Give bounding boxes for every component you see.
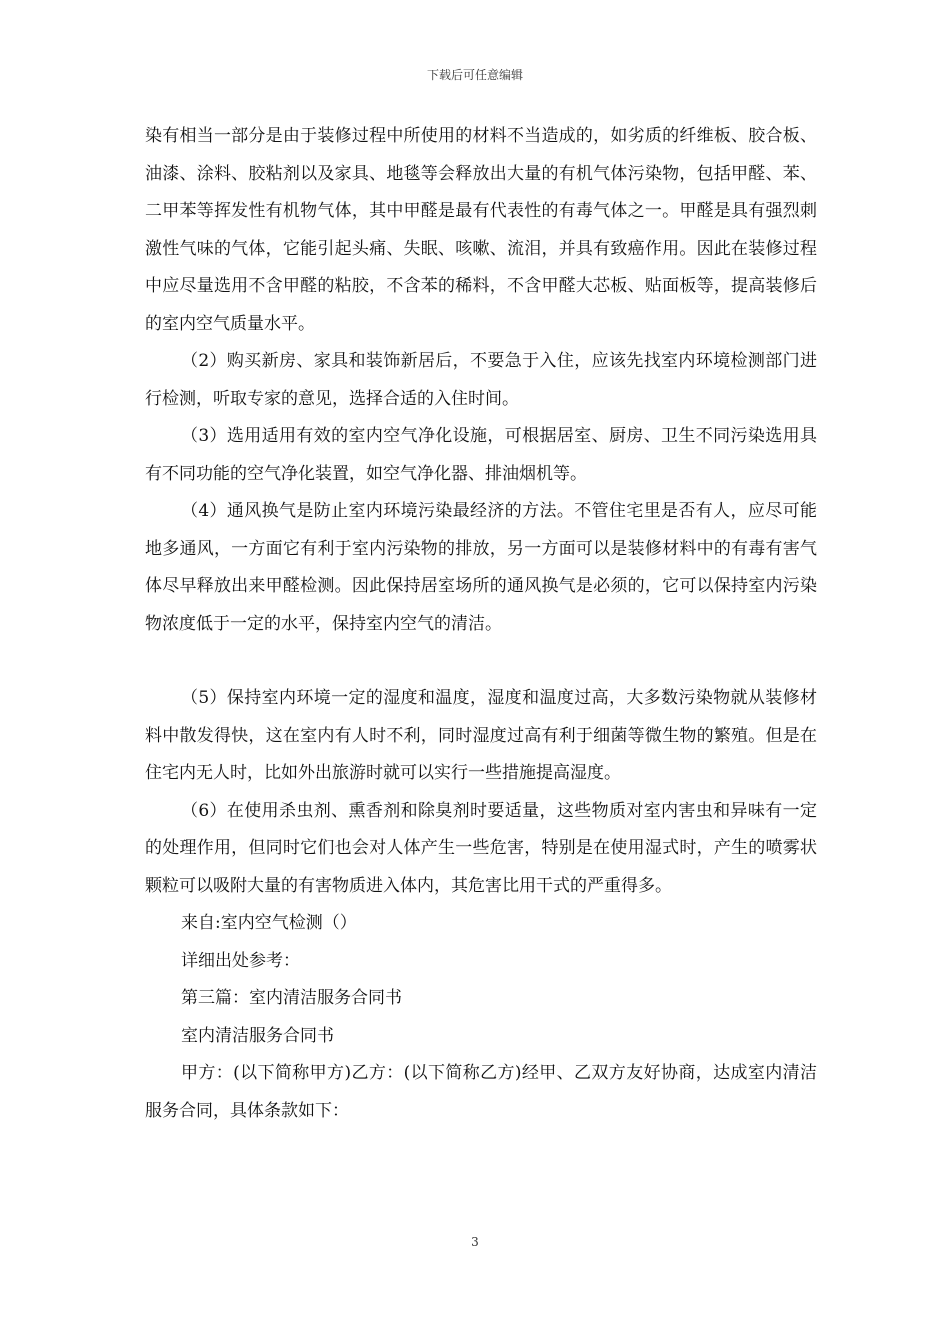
paragraph-continuation: 染有相当一部分是由于装修过程中所使用的材料不当造成的，如劣质的纤维板、胶合板、油漆、涂料、胶粘剂以及家具、地毯等会释放出大量的有机气体污染物，包括甲醛、苯、二甲苯等挥发性有机物气体，其中甲醛是最有代表性的有毒气体之一。甲醛是具有强烈刺激性气味的气体，它能引起头痛、失眠、咳嗽、流泪，并具有致癌作用。因此在装修过程中应尽量选用不含甲醛的粘胶，不含苯的稀料，不含甲醛大芯板、贴面板等，提高装修后的室内空气质量水平。 [145, 126, 817, 334]
page-number: 3 [471, 1235, 479, 1249]
contract-intro: 甲方：(以下简称甲方)乙方：(以下简称乙方)经甲、乙双方友好协商，达成室内清洁服务合同，具体条款如下： [145, 1063, 817, 1121]
paragraph-item-6: （6）在使用杀虫剂、熏香剂和除臭剂时要适量，这些物质对室内害虫和异味有一定的处理作用，但同时它们也会对人体产生一些危害，特别是在使用湿式时，产生的喷雾状颗粒可以吸附大量的有害物质进入体内，其危害比用干式的严重得多。 [145, 800, 817, 896]
contract-title: 室内清洁服务合同书 [181, 1025, 334, 1046]
paragraph-item-3: （3）选用适用有效的室内空气净化设施，可根据居室、厨房、卫生不同污染选用具有不同功能的空气净化装置，如空气净化器、排油烟机等。 [145, 426, 817, 484]
reference-line: 详细出处参考： [181, 950, 300, 971]
document-body [145, 118, 817, 1130]
paragraph-item-4: （4）通风换气是防止室内环境污染最经济的方法。不管住宅里是否有人，应尽可能地多通风，一方面它有利于室内污染物的排放，另一方面可以是装修材料中的有毒有害气体尽早释放出来甲醛检测。因此保持居室场所的通风换气是必须的，它可以保持室内污染物浓度低于一定的水平，保持室内空气的清洁。 [145, 501, 817, 634]
paragraph-item-5: （5）保持室内环境一定的湿度和温度，湿度和温度过高，大多数污染物就从装修材料中散发得快，这在室内有人时不利，同时湿度过高有利于细菌等微生物的繁殖。但是在住宅内无人时，比如外出旅游时就可以实行一些措施提高湿度。 [145, 688, 817, 783]
section-heading: 第三篇：室内清洁服务合同书 [181, 988, 402, 1008]
paragraph-item-2: （2）购买新房、家具和装饰新居后，不要急于入住，应该先找室内环境检测部门进行检测，听取专家的意见，选择合适的入住时间。 [145, 351, 817, 409]
source-line: 来自:室内空气检测（） [181, 913, 357, 933]
page-header: 下载后可任意编辑 [426, 68, 523, 82]
